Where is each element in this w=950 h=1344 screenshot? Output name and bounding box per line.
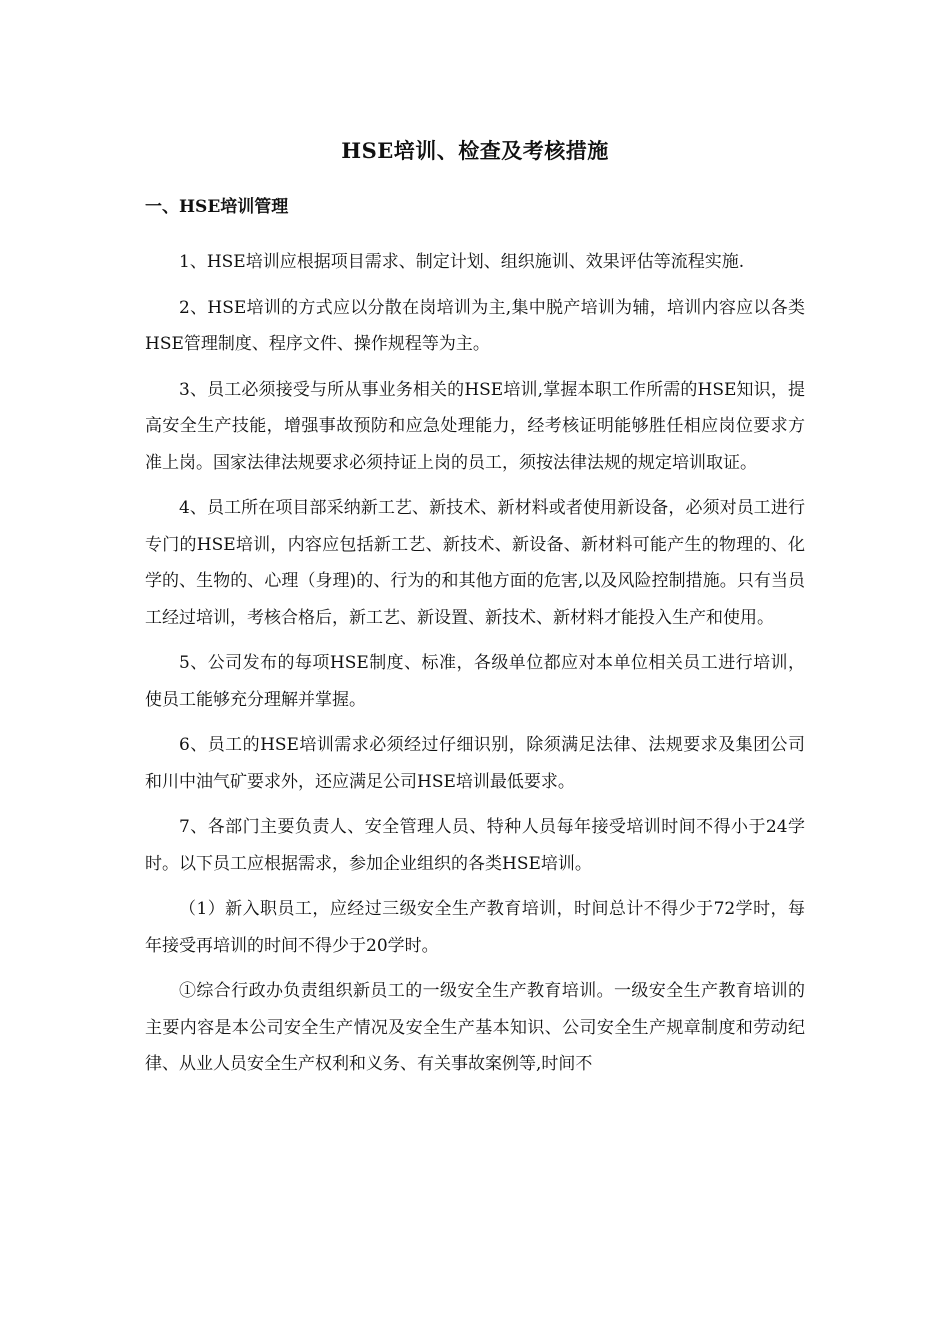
document-body <box>145 244 805 1092</box>
paragraph-5: 5、公司发布的每项HSE制度、标准，各级单位都应对本单位相关员工进行培训，使员工能够充分理解并掌握。 <box>145 653 805 710</box>
paragraph-3: 3、员工必须接受与所从事业务相关的HSE培训,掌握本职工作所需的HSE知识，提高安全生产技能，增强事故预防和应急处理能力，经考核证明能够胜任相应岗位要求方准上岗。国家法律法规要求必须持证上岗的员工，须按法律法规的规定培训取证。 <box>145 379 805 473</box>
section-heading: 一、HSE培训管理 <box>145 197 289 217</box>
document-title: HSE培训、检查及考核措施 <box>341 138 609 163</box>
paragraph-7-item-1: （1）新入职员工，应经过三级安全生产教育培训，时间总计不得少于72学时，每年接受再培训的时间不得少于20学时。 <box>145 899 805 956</box>
paragraph-6: 6、员工的HSE培训需求必须经过仔细识别，除须满足法律、法规要求及集团公司和川中油气矿要求外，还应满足公司HSE培训最低要求。 <box>145 735 805 792</box>
paragraph-1: 1、HSE培训应根据项目需求、制定计划、组织施训、效果评估等流程实施. <box>179 252 745 272</box>
paragraph-7-item-1-sub-1: ①综合行政办负责组织新员工的一级安全生产教育培训。一级安全生产教育培训的主要内容是本公司安全生产情况及安全生产基本知识、公司安全生产规章制度和劳动纪律、从业人员安全生产权利和义务、有关事故案例等,时间不 <box>145 981 805 1074</box>
paragraph-7: 7、各部门主要负责人、安全管理人员、特种人员每年接受培训时间不得小于24学时。以下员工应根据需求，参加企业组织的各类HSE培训。 <box>145 817 805 874</box>
paragraph-4: 4、员工所在项目部采纳新工艺、新技术、新材料或者使用新设备，必须对员工进行专门的HSE培训，内容应包括新工艺、新技术、新设备、新材料可能产生的物理的、化学的、生物的、心理（身理)的、行为的和其他方面的危害,以及风险控制措施。只有当员工经过培训，考核合格后，新工艺、新设置、新技术、新材料才能投入生产和使用。 <box>145 498 805 628</box>
paragraph-2: 2、HSE培训的方式应以分散在岗培训为主,集中脱产培训为辅，培训内容应以各类HSE管理制度、程序文件、操作规程等为主。 <box>145 297 805 354</box>
